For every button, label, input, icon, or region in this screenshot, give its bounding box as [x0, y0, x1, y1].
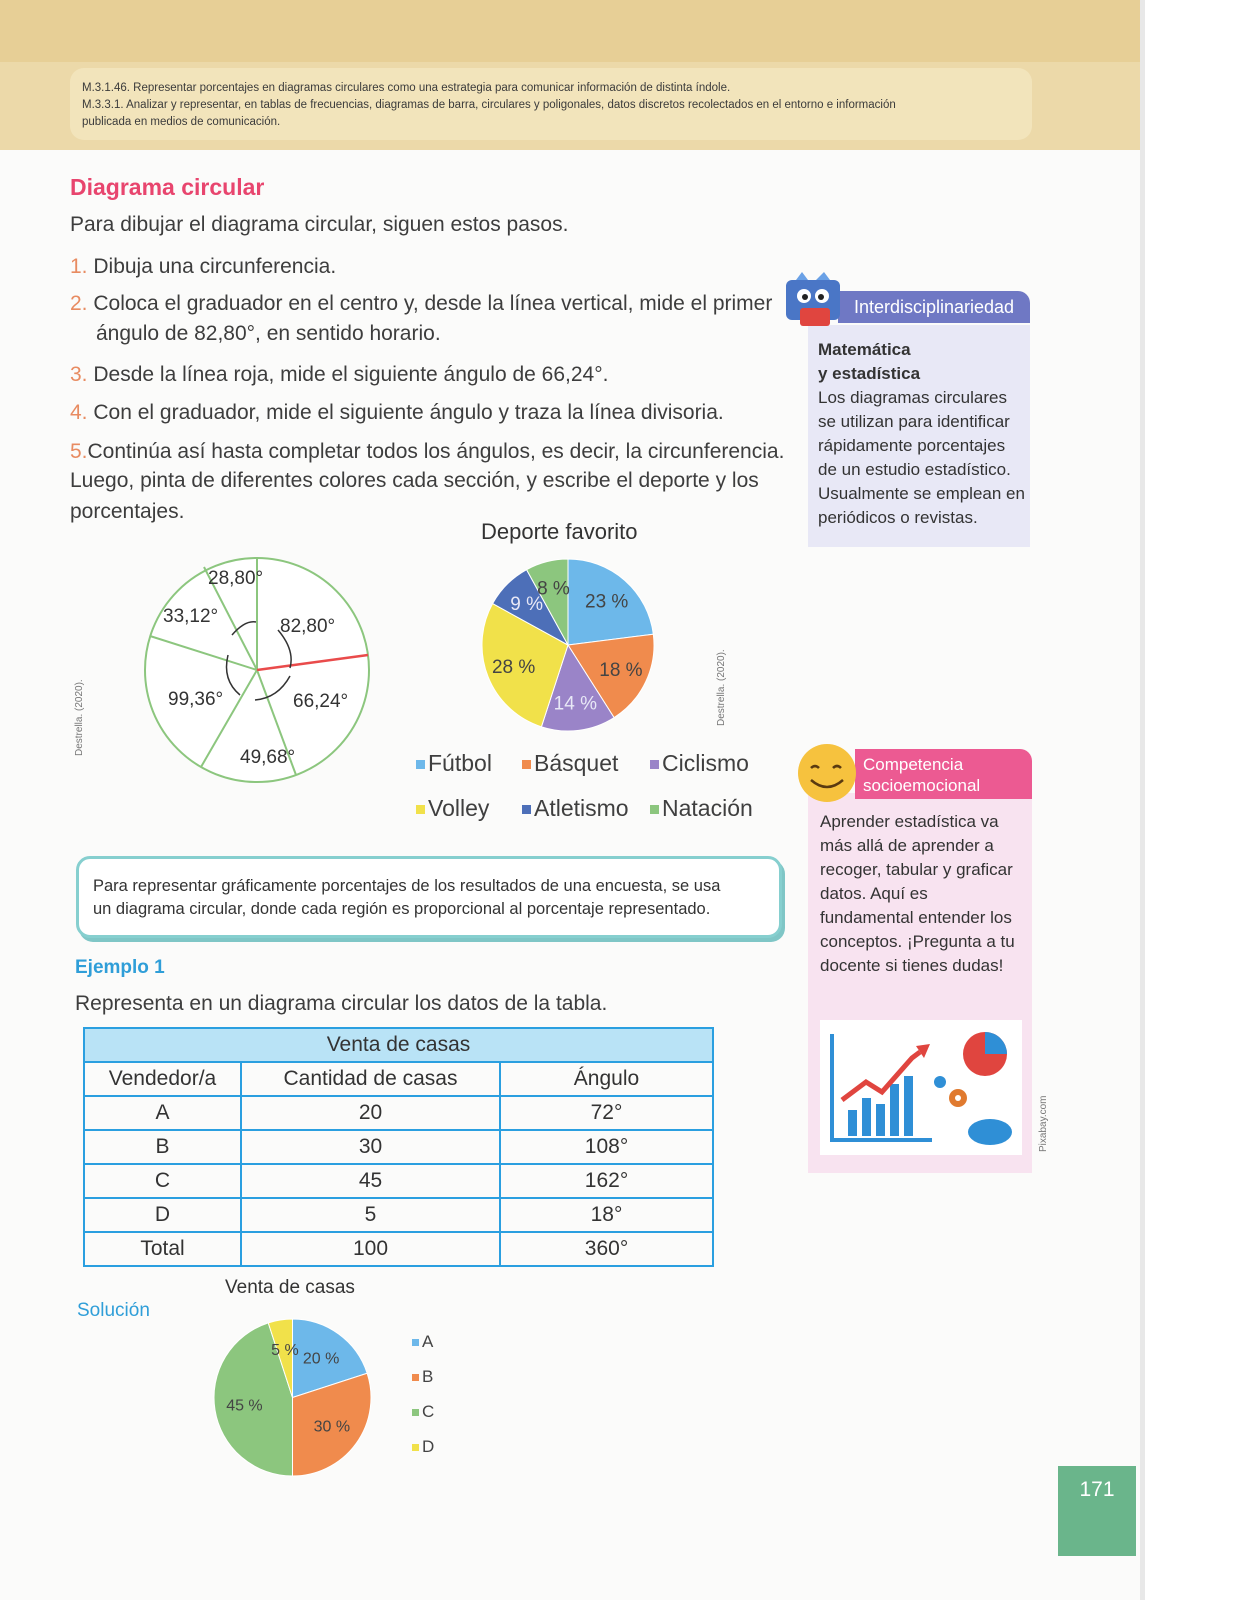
legend-item — [650, 795, 753, 822]
legend-label: Ciclismo — [662, 750, 749, 776]
legend-item — [412, 1437, 434, 1457]
image-credit: Destrella. (2020). — [74, 679, 85, 756]
legend-item — [416, 795, 489, 822]
legend-label: Básquet — [534, 750, 619, 776]
sales-table — [83, 1027, 714, 1267]
standards-box — [70, 68, 1032, 140]
pie-data-label: 9 % — [510, 593, 544, 615]
interdisciplinary-text: Los diagramas circulares se utilizan para identificar rápidamente porcentajes de un estudio estadístico. Usualmente se emplean en periódicos o revistas. — [818, 388, 1025, 527]
step-1 — [70, 255, 336, 279]
image-credit: Pixabay.com — [1038, 1095, 1049, 1152]
table-cell: 45 — [241, 1164, 500, 1198]
table-cell: 5 — [241, 1198, 500, 1232]
angle-label: 66,24° — [293, 691, 349, 712]
table-header: Ángulo — [500, 1062, 713, 1096]
step-number: 1. — [70, 255, 88, 278]
legend-item — [412, 1367, 433, 1387]
chart-title: Deporte favorito — [481, 519, 638, 544]
socioemotional-title-line: Competencia — [863, 755, 964, 774]
section-title: Diagrama circular — [70, 174, 265, 200]
table-cell: 100 — [241, 1232, 500, 1266]
standard-line: publicada en medios de comunicación. — [82, 116, 281, 128]
solution-label: Solución — [77, 1300, 150, 1321]
legend-item — [412, 1402, 434, 1422]
step-2-cont: ángulo de 82,80°, en sentido horario. — [96, 322, 441, 345]
step-text: Con el graduador, mide el siguiente ángulo y traza la línea divisoria. — [93, 401, 724, 424]
table-cell: 72° — [500, 1096, 713, 1130]
table-cell: C — [84, 1164, 241, 1198]
legend-swatch — [412, 1374, 419, 1381]
sports-pie-chart — [478, 555, 658, 735]
interdisciplinary-title: Interdisciplinariedad — [838, 291, 1030, 323]
socioemotional-title — [855, 749, 1032, 799]
table-total-row — [84, 1232, 713, 1266]
step-5 — [70, 440, 784, 464]
table-cell: 162° — [500, 1164, 713, 1198]
legend-label: Atletismo — [534, 795, 629, 821]
step-4 — [70, 401, 724, 425]
definition-callout — [76, 856, 782, 938]
table-cell: 30 — [241, 1130, 500, 1164]
table-cell: B — [84, 1130, 241, 1164]
table-cell: 360° — [500, 1232, 713, 1266]
interdisciplinary-subtitle: Matemática — [818, 340, 911, 359]
legend-swatch — [412, 1339, 419, 1346]
legend-label: C — [422, 1402, 435, 1421]
table-header: Cantidad de casas — [241, 1062, 500, 1096]
step-number: 3. — [70, 363, 88, 386]
statistics-illustration — [820, 1020, 1022, 1155]
sales-pie-chart — [210, 1315, 375, 1480]
interdisciplinary-subtitle: y estadística — [818, 364, 921, 383]
book-mascot-icon — [780, 270, 850, 336]
step-5-cont: Luego, pinta de diferentes colores cada sección, y escribe el deporte y los — [70, 469, 759, 492]
table-row — [84, 1130, 713, 1164]
angle-label: 49,68° — [240, 747, 296, 768]
chart-title: Venta de casas — [225, 1277, 355, 1298]
angle-diagram — [130, 550, 390, 800]
angle-label: 82,80° — [280, 616, 336, 637]
pie-data-label: 30 % — [313, 1418, 351, 1436]
standard-line: M.3.1.46. Representar porcentajes en diagramas circulares como una estrategia para comunicar información de distinta índole. — [82, 82, 731, 94]
callout-line: un diagrama circular, donde cada región es proporcional al porcentaje representado. — [93, 900, 711, 918]
table-header-row — [84, 1062, 713, 1096]
pie-data-label: 45 % — [226, 1397, 263, 1415]
pie-data-label: 28 % — [491, 656, 536, 678]
step-text: Coloca el graduador en el centro y, desde la línea vertical, mide el primer — [93, 292, 773, 315]
pie-data-label: 20 % — [302, 1350, 340, 1368]
legend-item — [412, 1332, 433, 1352]
angle-label: 99,36° — [168, 689, 224, 710]
angle-label: 28,80° — [208, 568, 264, 589]
legend-swatch — [522, 760, 531, 769]
legend-item — [416, 750, 492, 777]
step-3 — [70, 363, 608, 387]
legend-swatch — [650, 760, 659, 769]
legend-swatch — [522, 805, 531, 814]
legend-swatch — [650, 805, 659, 814]
socioemotional-title-line: socioemocional — [863, 776, 981, 795]
step-number: 4. — [70, 401, 88, 424]
table-row — [84, 1164, 713, 1198]
legend-label: Volley — [428, 795, 490, 821]
step-text: Dibuja una circunferencia. — [93, 255, 337, 278]
example-label: Ejemplo 1 — [75, 957, 165, 978]
image-credit: Destrella. (2020). — [716, 649, 727, 726]
table-title: Venta de casas — [84, 1028, 713, 1062]
step-5-cont2: porcentajes. — [70, 500, 185, 523]
table-cell: A — [84, 1096, 241, 1130]
socioemotional-text: Aprender estadística va más allá de aprender a recoger, tabular y graficar datos. Aquí es fundamental entender los conceptos. ¡Pregunta a tu docente si tienes dudas! — [820, 812, 1015, 975]
example-text: Representa en un diagrama circular los datos de la tabla. — [75, 992, 608, 1015]
legend-swatch — [416, 805, 425, 814]
legend-swatch — [412, 1409, 419, 1416]
pie-data-label: 18 % — [599, 660, 643, 682]
interdisciplinary-content — [818, 338, 1028, 530]
step-number: 2. — [70, 292, 88, 315]
step-2 — [70, 292, 772, 316]
table-cell: 20 — [241, 1096, 500, 1130]
standard-line: M.3.3.1. Analizar y representar, en tablas de frecuencias, diagramas de barra, circulares y poligonales, datos discretos recolectados en el entorno e información — [82, 99, 896, 111]
table-cell: Total — [84, 1232, 241, 1266]
legend-label: D — [422, 1437, 435, 1456]
table-row — [84, 1096, 713, 1130]
legend-label: B — [422, 1367, 434, 1386]
angle-label: 33,12° — [163, 606, 219, 627]
table-header: Vendedor/a — [84, 1062, 241, 1096]
pie-data-label: 23 % — [585, 591, 629, 613]
table-cell: 18° — [500, 1198, 713, 1232]
step-number: 5. — [70, 440, 88, 463]
callout-line: Para representar gráficamente porcentajes de los resultados de una encuesta, se usa — [93, 877, 721, 895]
legend-label: Fútbol — [428, 750, 492, 776]
page-number: 171 — [1058, 1466, 1136, 1556]
pie-data-label: 14 % — [553, 693, 597, 715]
legend-item — [650, 750, 749, 777]
step-text: Continúa así hasta completar todos los ángulos, es decir, la circunferencia. — [87, 440, 785, 463]
legend-swatch — [412, 1444, 419, 1451]
legend-swatch — [416, 760, 425, 769]
intro-text: Para dibujar el diagrama circular, siguen estos pasos. — [70, 213, 569, 236]
legend-label: A — [422, 1332, 434, 1351]
page-edge — [1145, 0, 1236, 1600]
table-cell: 108° — [500, 1130, 713, 1164]
pie-data-label: 5 % — [271, 1341, 299, 1359]
legend-item — [522, 750, 618, 777]
header-band-top — [0, 0, 1145, 62]
legend-item — [522, 795, 629, 822]
pie-data-label: 8 % — [537, 578, 570, 600]
legend-label: Natación — [662, 795, 753, 821]
smiley-icon — [795, 742, 861, 804]
step-text: Desde la línea roja, mide el siguiente ángulo de 66,24°. — [93, 363, 609, 386]
table-cell: D — [84, 1198, 241, 1232]
table-row — [84, 1198, 713, 1232]
